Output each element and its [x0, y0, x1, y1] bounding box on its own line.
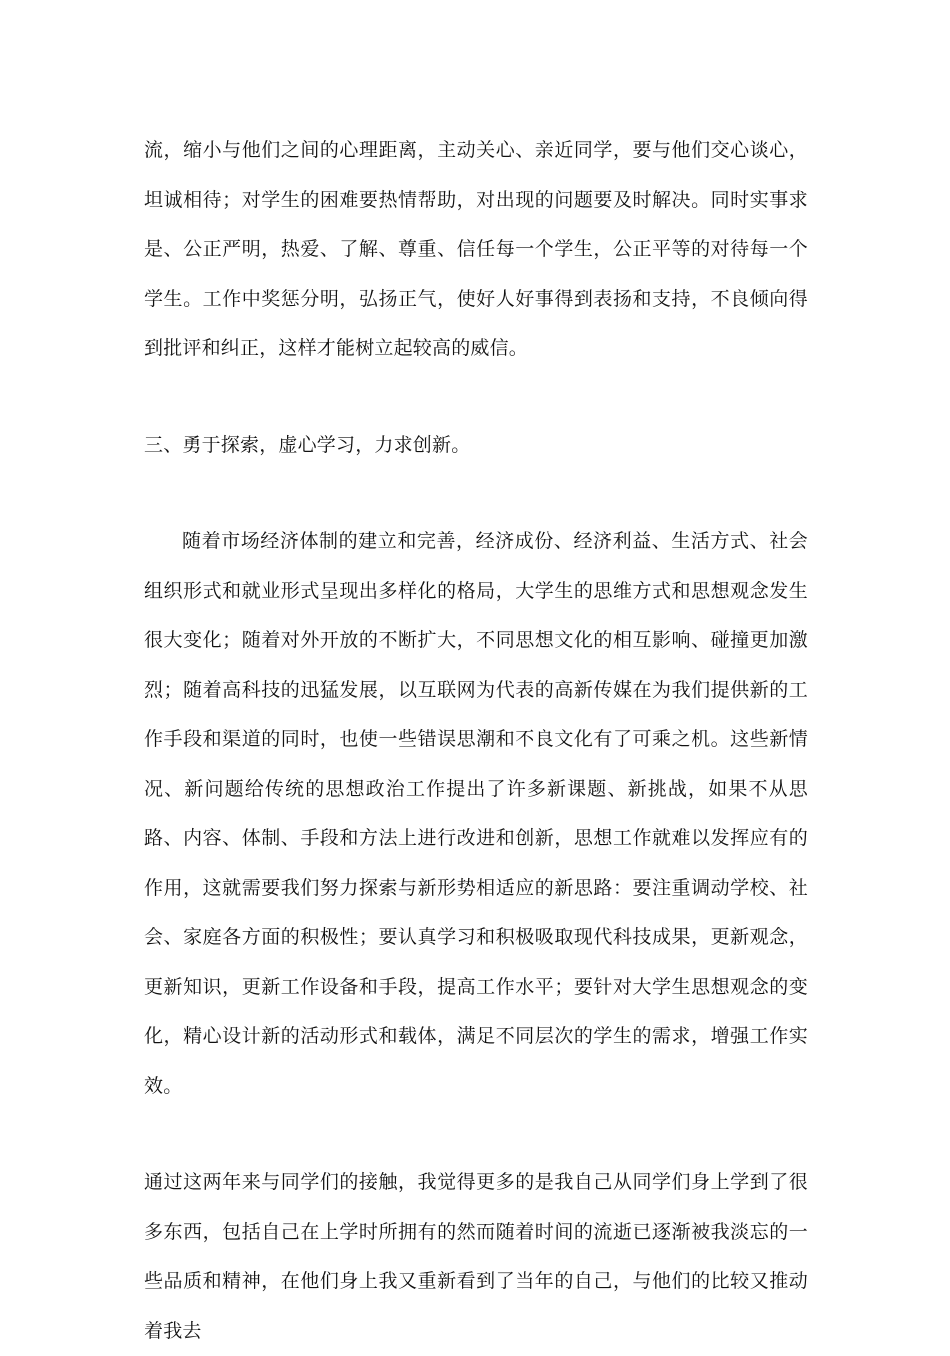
paragraph-reflection: 通过这两年来与同学们的接触，我觉得更多的是我自己从同学们身上学到了很多东西，包括自己在上学时所拥有的然而随着时间的流逝已逐渐被我淡忘的一些品质和精神，在他们身上我又重新看到了当年的自己，与他们的比较又推动着我去 [144, 1171, 808, 1342]
section-heading-3: 三、勇于探索，虚心学习，力求创新。 [144, 433, 471, 456]
paragraph-innovation: 随着市场经济体制的建立和完善，经济成份、经济利益、生活方式、社会组织形式和就业形式呈现出多样化的格局，大学生的思维方式和思想观念发生很大变化；随着对外开放的不断扩大，不同思想文化的相互影响、碰撞更加激烈；随着高科技的迅猛发展，以互联网为代表的高新传媒在为我们提供新的工作手段和渠道的同时，也使一些错误思潮和不良文化有了可乘之机。这些新情况、新问题给传统的思想政治工作提出了许多新课题、新挑战，如果不从思路、内容、体制、手段和方法上进行改进和创新，思想工作就难以发挥应有的作用，这就需要我们努力探索与新形势相适应的新思路：要注重调动学校、社会、家庭各方面的积极性；要认真学习和积极吸取现代科技成果，更新观念，更新知识，更新工作设备和手段，提高工作水平；要针对大学生思想观念的变化，精心设计新的活动形式和载体，满足不同层次的学生的需求，增强工作实效。 [144, 530, 808, 1097]
document-body [144, 126, 808, 1356]
paragraph-continuation: 流，缩小与他们之间的心理距离，主动关心、亲近同学，要与他们交心谈心，坦诚相待；对学生的困难要热情帮助，对出现的问题要及时解决。同时实事求是、公正严明，热爱、了解、尊重、信任每一个学生，公正平等的对待每一个学生。工作中奖惩分明，弘扬正气，使好人好事得到表扬和支持，不良倾向得到批评和纠正，这样才能树立起较高的威信。 [144, 139, 808, 359]
